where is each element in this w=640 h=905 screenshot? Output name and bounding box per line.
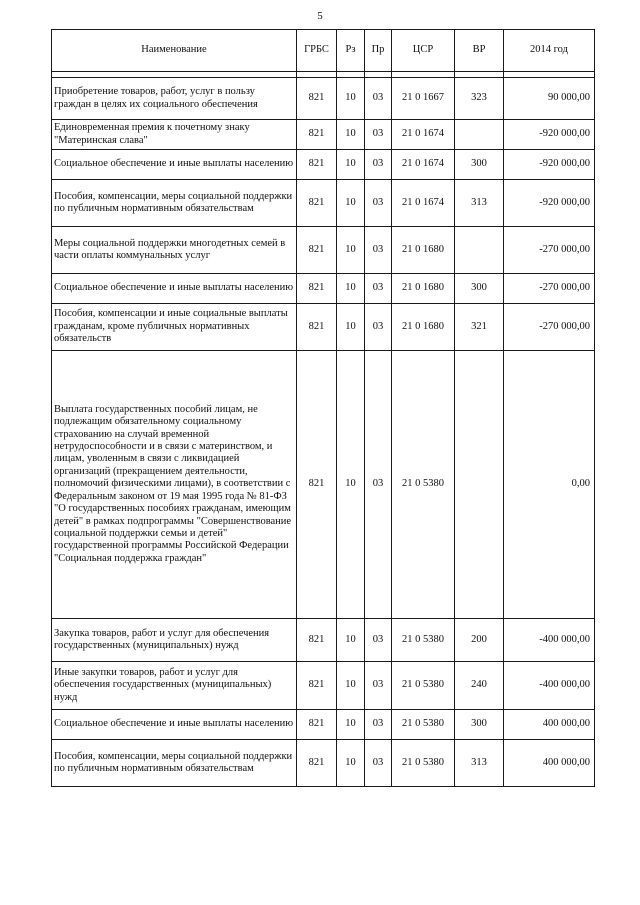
row-amount: -920 000,00: [504, 120, 595, 150]
row-grbs: 821: [297, 710, 337, 740]
row-grbs: 821: [297, 662, 337, 710]
row-pr: 03: [365, 619, 392, 662]
row-name: Выплата государственных пособий лицам, не подлежащим обязательному социальному страхованию на случай временной нетрудоспособности и в связи с материнством, и лицам, уволенным в связи с ликвидацией организаций (прекращением деятельности, полномочий физическими лицами), в соответствии с Федеральным законом от 19 мая 1995 года № 81-ФЗ "О государственных пособиях гражданам, имеющим детей" в рамках подпрограммы "Совершенствование социальной поддержки семьи и детей" государственной программы Российской Федерации "Социальная поддержка граждан": [52, 351, 297, 619]
header-grbs: ГРБС: [297, 30, 337, 72]
row-name: Иные закупки товаров, работ и услуг для обеспечения государственных (муниципальных) нужд: [52, 662, 297, 710]
table-row: [52, 274, 595, 304]
row-name: Социальное обеспечение и иные выплаты населению: [52, 710, 297, 740]
table-row: [52, 304, 595, 351]
table-header-row: [52, 30, 595, 72]
row-grbs: 821: [297, 227, 337, 274]
row-name: Социальное обеспечение и иные выплаты населению: [52, 274, 297, 304]
row-csr: 21 0 1667: [392, 78, 455, 120]
row-grbs: 821: [297, 274, 337, 304]
row-rz: 10: [337, 120, 365, 150]
row-pr: 03: [365, 227, 392, 274]
header-pr: Пр: [365, 30, 392, 72]
row-name: Пособия, компенсации, меры социальной поддержки по публичным нормативным обязательствам: [52, 180, 297, 227]
table-row: [52, 150, 595, 180]
row-amount: -270 000,00: [504, 274, 595, 304]
header-vr: ВР: [455, 30, 504, 72]
row-csr: 21 0 5380: [392, 740, 455, 787]
row-csr: 21 0 1674: [392, 120, 455, 150]
row-rz: 10: [337, 78, 365, 120]
header-csr: ЦСР: [392, 30, 455, 72]
row-pr: 03: [365, 304, 392, 351]
row-amount: 90 000,00: [504, 78, 595, 120]
row-rz: 10: [337, 710, 365, 740]
row-grbs: 821: [297, 180, 337, 227]
row-vr: 200: [455, 619, 504, 662]
header-name: Наименование: [52, 30, 297, 72]
row-amount: 400 000,00: [504, 710, 595, 740]
header-year: 2014 год: [504, 30, 595, 72]
table-row: [52, 619, 595, 662]
table-row: [52, 180, 595, 227]
row-csr: 21 0 5380: [392, 619, 455, 662]
row-grbs: 821: [297, 120, 337, 150]
row-name: Приобретение товаров, работ, услуг в пользу граждан в целях их социального обеспечения: [52, 78, 297, 120]
table-row: [52, 351, 595, 619]
budget-table: [51, 29, 595, 787]
row-vr: [455, 227, 504, 274]
row-amount: -920 000,00: [504, 180, 595, 227]
row-pr: 03: [365, 662, 392, 710]
row-grbs: 821: [297, 740, 337, 787]
row-csr: 21 0 1680: [392, 227, 455, 274]
row-pr: 03: [365, 120, 392, 150]
row-csr: 21 0 1674: [392, 180, 455, 227]
row-csr: 21 0 5380: [392, 662, 455, 710]
row-amount: -400 000,00: [504, 619, 595, 662]
row-csr: 21 0 5380: [392, 351, 455, 619]
table-row: [52, 120, 595, 150]
row-pr: 03: [365, 78, 392, 120]
row-amount: 400 000,00: [504, 740, 595, 787]
row-rz: 10: [337, 619, 365, 662]
row-pr: 03: [365, 740, 392, 787]
row-vr: 300: [455, 150, 504, 180]
row-rz: 10: [337, 150, 365, 180]
table-row: [52, 710, 595, 740]
row-vr: [455, 120, 504, 150]
row-name: Единовременная премия к почетному знаку "Материнская слава": [52, 120, 297, 150]
row-vr: [455, 351, 504, 619]
page-number: 5: [317, 10, 323, 22]
row-amount: -270 000,00: [504, 227, 595, 274]
header-rz: Рз: [337, 30, 365, 72]
row-grbs: 821: [297, 78, 337, 120]
row-name: Пособия, компенсации и иные социальные выплаты гражданам, кроме публичных нормативных обязательств: [52, 304, 297, 351]
row-csr: 21 0 1680: [392, 274, 455, 304]
row-vr: 321: [455, 304, 504, 351]
row-vr: 300: [455, 274, 504, 304]
row-csr: 21 0 1680: [392, 304, 455, 351]
row-vr: 300: [455, 710, 504, 740]
row-name: Меры социальной поддержки многодетных семей в части оплаты коммунальных услуг: [52, 227, 297, 274]
row-rz: 10: [337, 304, 365, 351]
row-amount: 0,00: [504, 351, 595, 619]
row-amount: -270 000,00: [504, 304, 595, 351]
row-vr: 240: [455, 662, 504, 710]
row-name: Пособия, компенсации, меры социальной поддержки по публичным нормативным обязательствам: [52, 740, 297, 787]
row-rz: 10: [337, 274, 365, 304]
row-rz: 10: [337, 227, 365, 274]
row-grbs: 821: [297, 304, 337, 351]
row-vr: 313: [455, 740, 504, 787]
row-grbs: 821: [297, 619, 337, 662]
row-rz: 10: [337, 351, 365, 619]
row-grbs: 821: [297, 150, 337, 180]
table-row: [52, 78, 595, 120]
row-name: Социальное обеспечение и иные выплаты населению: [52, 150, 297, 180]
row-amount: -400 000,00: [504, 662, 595, 710]
table-row: [52, 662, 595, 710]
row-csr: 21 0 1674: [392, 150, 455, 180]
table-row: [52, 227, 595, 274]
row-pr: 03: [365, 351, 392, 619]
row-rz: 10: [337, 740, 365, 787]
table-row: [52, 740, 595, 787]
row-rz: 10: [337, 662, 365, 710]
row-csr: 21 0 5380: [392, 710, 455, 740]
row-amount: -920 000,00: [504, 150, 595, 180]
row-pr: 03: [365, 274, 392, 304]
row-vr: 323: [455, 78, 504, 120]
row-pr: 03: [365, 710, 392, 740]
row-pr: 03: [365, 150, 392, 180]
row-grbs: 821: [297, 351, 337, 619]
row-vr: 313: [455, 180, 504, 227]
row-rz: 10: [337, 180, 365, 227]
row-name: Закупка товаров, работ и услуг для обеспечения государственных (муниципальных) нужд: [52, 619, 297, 662]
row-pr: 03: [365, 180, 392, 227]
